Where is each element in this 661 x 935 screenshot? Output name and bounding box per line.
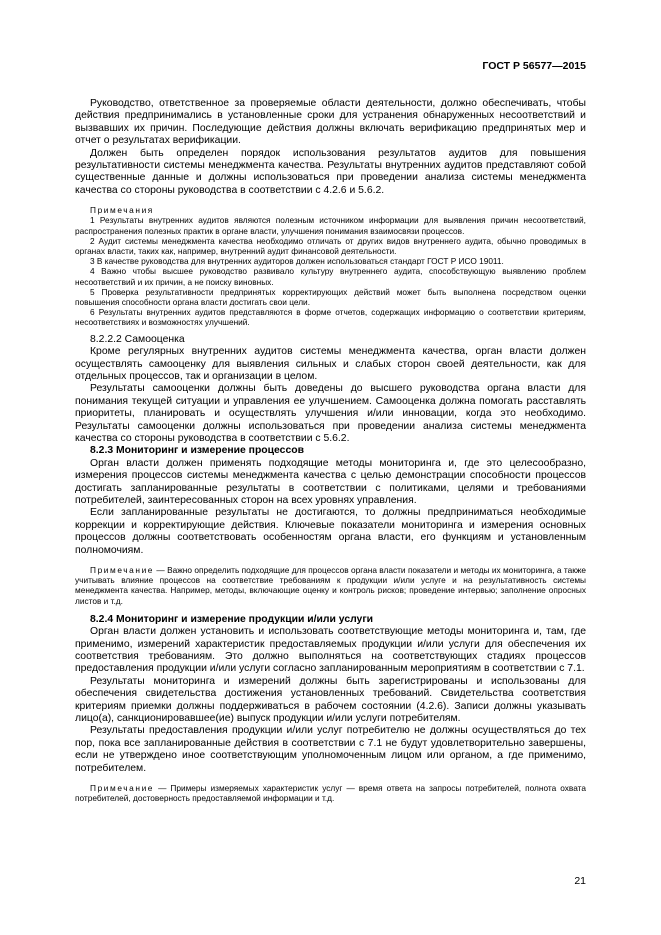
page-body [75,98,586,804]
note-item: 3 В качестве руководства для внутренних аудиторов должен использоваться стандарт ГОСТ Р ИСО 19011. [90,256,504,267]
paragraph: Руководство, ответственное за проверяемые области деятельности, должно обеспечивать, чтобы действия предпринимались в установленные сроки для устранения обнаруженных несоответствий и вызвавших их причин. Последующие действия должны включать верификацию предпринятых мер и отчет о результатах верификации. [75,98,586,147]
note-item: 2 Аудит системы менеджмента качества необходимо отличать от других видов внутреннего аудита, обычно проводимых в органах власти, таких как, например, внутренний аудит финансовой деятельности. [75,235,586,257]
section-heading-8222: 8.2.2.2 Самооценка [90,333,185,345]
paragraph: Результаты мониторинга и измерений должны быть зарегистрированы и использованы для обеспечения свидетельства достижения установленных требований. Свидетельства соответствия критериям приемки должны поддерживаться в рабочем состоянии (4.2.6). Записи должны указывать лицо(а), санкционировавшее(ие) выпуск продукции и/или услуги потребителям. [75,675,586,725]
paragraph: Результаты самооценки должны быть доведены до высшего руководства органа власти для понимания текущей ситуации и управления ее улучшением. Самооценка должна помогать расставлять приоритеты, планировать и осуществлять улучшения и/или инновации, когда это необходимо. Результаты самооценки должны использоваться при проведении анализа системы менеджмента качества со стороны руководства в соответствии с 5.6.2. [75,383,586,444]
paragraph: Если запланированные результаты не достигаются, то должны предприниматься необходимые коррекции и корректирующие действия. Ключевые показатели мониторинга и измерения основных процессов должны соответствовать особенностям органа власти, его функциям и установленным полномочиям. [75,507,586,556]
paragraph: Кроме регулярных внутренних аудитов системы менеджмента качества, орган власти должен осуществлять самооценку для выявления сильных и слабых сторон своей деятельности, как для отдельных процессов, так и организации в целом. [75,346,586,382]
page-number: 21 [574,875,586,887]
note-item: 4 Важно чтобы высшее руководство развивало культуру внутреннего аудита, способствующую выявлению проблем несоответствий и их причин, а не поиску виновных. [75,266,586,287]
paragraph: Должен быть определен порядок использования результатов аудитов для повышения результативности системы менеджмента качества. Результаты внутренних аудитов представляют собой существенные данные и должны использоваться при проведении анализа системы менеджмента качества со стороны руководства в соответствии с 4.2.6 и 5.6.2. [75,147,586,196]
note-item: 5 Проверка результативности предпринятых корректирующих действий может быть выполнена посредством оценки повышения способности органа власти достигать свои цели. [75,286,586,308]
note: Примечание — Примеры измеряемых характеристик услуг — время ответа на запросы потребителей, полнота охвата потребителей, достоверность предоставляемой информации и т.д. [75,783,586,804]
note-item: 1 Результаты внутренних аудитов являются полезным источником информации для выявления причин несоответствий, распространения полезных практик в органе власти, улучшения понимания взаимосвязи процессов. [75,215,586,236]
paragraph: Результаты предоставления продукции и/или услуг потребителю не должны осуществляться до тех пор, пока все запланированные действия в соответствии с 7.1 не будут удовлетворительно завершены, если не утверждено иное соответствующим уполномоченным лицом или органом, а где применимо, потребителем. [75,725,586,774]
paragraph: Орган власти должен установить и использовать соответствующие методы мониторинга и, там, где применимо, измерений характеристик предоставляемых продукции и/или услуги для обеспечения их соответствия требованиям. Это должно выполняться на соответствующих стадиях процессов предоставления продукции и/или услуги согласно запланированным мероприятиям в соответствии с 7.1. [75,626,586,675]
note: Примечание — Важно определить подходящие для процессов органа власти показатели и методы их мониторинга, а также учитывать влияние процессов на соответствие требованиям к продукции и/или услуге и на результативность системы менеджмента качества. Например, методы, включающие оценку и контроль рисков; проведение интервью; заполнение опросных листов и т.д. [75,565,586,606]
paragraph: Орган власти должен применять подходящие методы мониторинга и, где это целесообразно, измерения процессов системы менеджмента качества с целью демонстрации способности процессов достигать запланированные результаты в соответствии с политиками, целями и требованиями потребителей, заинтересованных сторон на всех уровнях управления. [75,457,586,506]
section-heading-823: 8.2.3 Мониторинг и измерение процессов [90,445,304,457]
document-header: ГОСТ Р 56577—2015 [482,60,586,72]
section-heading-824: 8.2.4 Мониторинг и измерение продукции и/или услуги [90,613,374,625]
notes-title: Примечания [90,205,154,216]
note-item: 6 Результаты внутренних аудитов представляются в форме отчетов, содержащих информацию о соответствии критериям, несоответствиях и возможностях улучшений. [75,307,586,328]
